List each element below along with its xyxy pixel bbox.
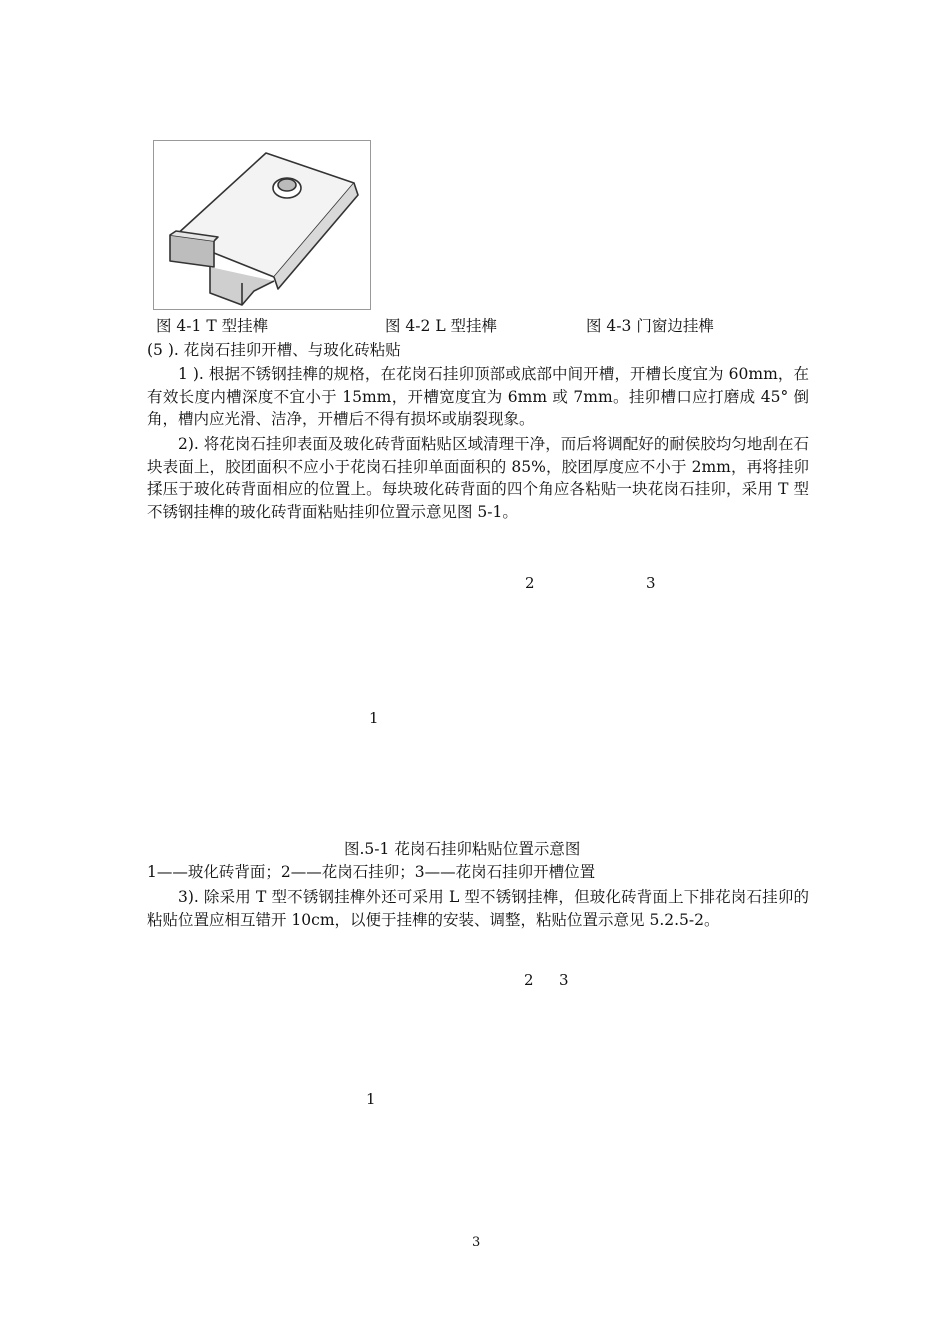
paragraph-3: 3). 除采用 T 型不锈钢挂榫外还可采用 L 型不锈钢挂榫，但玻化砖背面上下排花岗石挂卯的粘贴位置应相互错开 10cm，以便于挂榫的安装、调整，粘贴位置示意见 5.2.5-2。 — [147, 888, 809, 929]
paragraph-1: 1 ). 根据不锈钢挂榫的规格，在花岗石挂卯顶部或底部中间开槽，开槽长度宜为 60mm，在有效长度内槽深度不宜小于 15mm，开槽宽度宜为 6mm 或 7mm。挂卯槽口应打磨成 45° 倒角，槽内应光滑、洁净，开槽后不得有损坏或崩裂现象。 — [147, 365, 809, 428]
figure-5-2-label-1: 1 — [366, 1090, 376, 1108]
figure-5-1-label-3: 3 — [646, 574, 656, 592]
t-type-tenon-drawing — [154, 141, 370, 309]
figure-5-1-label-2: 2 — [525, 574, 535, 592]
figure-5-2-label-2: 2 — [524, 971, 534, 989]
figure-5-2-label-3: 3 — [559, 971, 569, 989]
figure-4-2-caption: 图 4-2 L 型挂榫 — [385, 317, 498, 335]
figure-5-1-label-1: 1 — [369, 709, 379, 727]
figure-4-1-caption: 图 4-1 T 型挂榫 — [156, 317, 269, 335]
paragraph-2: 2). 将花岗石挂卯表面及玻化砖背面粘贴区域清理干净，而后将调配好的耐侯胶均匀地刮在石块表面上，胶团面积不应小于花岗石挂卯单面面积的 85%，胶团厚度应不小于 2mm，再将挂卯揉压于玻化砖背面相应的位置上。每块玻化砖背面的四个角应各粘贴一块花岗石挂卯，采用 T 型不锈钢挂榫的玻化砖背面粘贴挂卯位置示意见图 5-1。 — [147, 435, 809, 521]
page-number: 3 — [472, 1235, 481, 1250]
t-type-tenon-figure — [153, 140, 371, 310]
figure-4-3-caption: 图 4-3 门窗边挂榫 — [586, 317, 714, 335]
section-heading: (5 ). 花岗石挂卯开槽、与玻化砖粘贴 — [147, 341, 401, 359]
figure-5-1-legend: 1——玻化砖背面；2——花岗石挂卯；3——花岗石挂卯开槽位置 — [147, 863, 596, 881]
figure-5-1-caption: 图.5-1 花岗石挂卯粘贴位置示意图 — [344, 840, 581, 858]
